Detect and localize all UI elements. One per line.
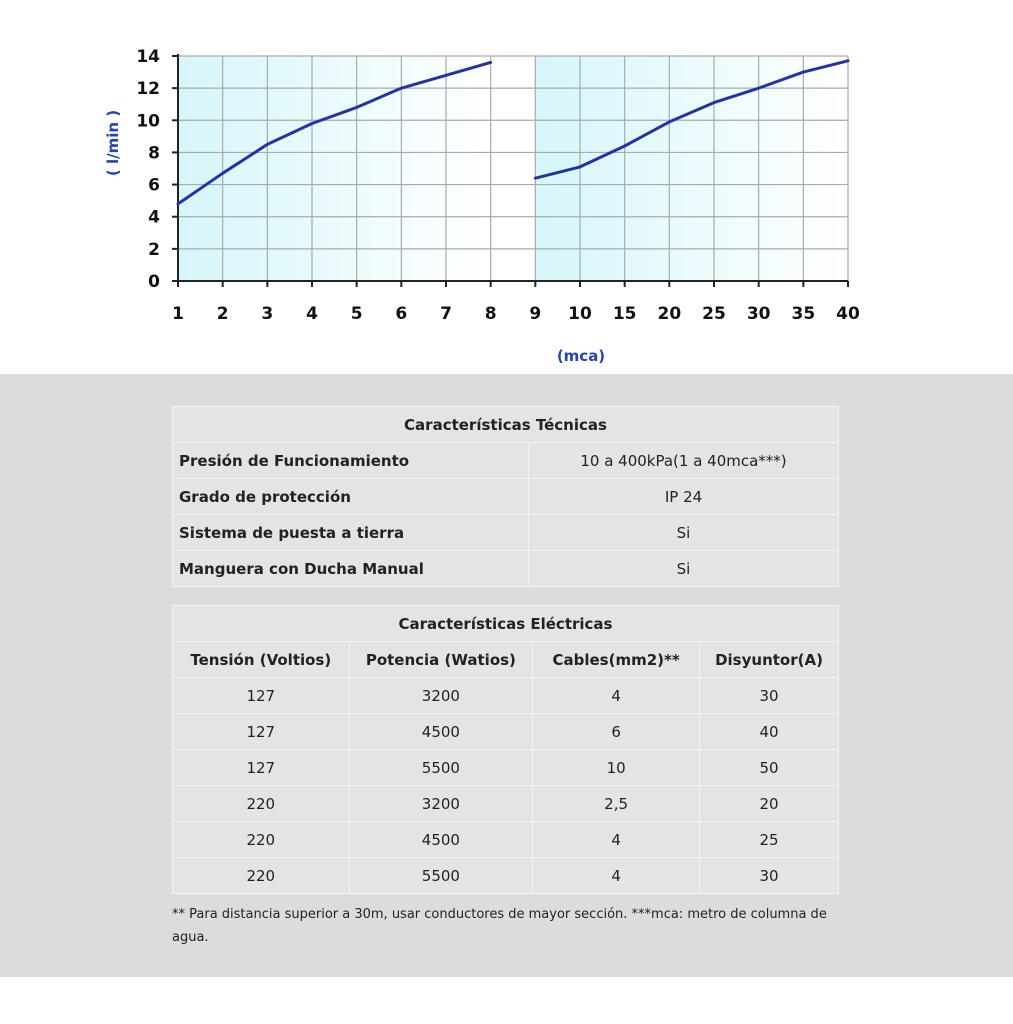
table-cell: 4 xyxy=(533,858,700,894)
plot-background-2 xyxy=(535,56,848,281)
y-tick-label: 14 xyxy=(136,47,160,67)
table-cell: 5500 xyxy=(349,750,533,786)
x-tick-label: 7 xyxy=(440,304,452,324)
table-cell: 127 xyxy=(173,678,350,714)
technical-specs-title: Características Técnicas xyxy=(173,407,839,443)
y-tick-label: 6 xyxy=(148,175,160,196)
y-axis-title: ( l/min ) xyxy=(104,109,122,177)
table-row xyxy=(173,443,839,479)
bottom-margin xyxy=(0,977,1013,1024)
y-tick-label: 2 xyxy=(148,239,160,260)
x-tick-label: 35 xyxy=(791,304,816,324)
table-cell: 20 xyxy=(700,786,839,822)
table-row xyxy=(173,786,839,822)
table-row xyxy=(173,714,839,750)
plot-background-1 xyxy=(178,56,491,281)
table-cell: 10 xyxy=(533,750,700,786)
specs-section xyxy=(0,374,1013,977)
table-cell: 3200 xyxy=(349,786,533,822)
x-tick-label: 10 xyxy=(568,304,592,324)
x-tick-label: 3 xyxy=(261,304,274,324)
table-cell: 30 xyxy=(700,678,839,714)
y-tick-label: 0 xyxy=(148,272,160,292)
table-cell: 220 xyxy=(173,858,350,894)
table-cell: 5500 xyxy=(349,858,533,894)
x-tick-label: 25 xyxy=(702,304,726,324)
spec-value: Si xyxy=(529,551,839,587)
table-cell: 4 xyxy=(533,822,700,858)
electrical-specs-table xyxy=(172,605,839,894)
spec-label: Presión de Funcionamiento xyxy=(173,443,529,479)
table-cell: 40 xyxy=(700,714,839,750)
table-cell: 127 xyxy=(173,750,350,786)
table-row xyxy=(173,551,839,587)
column-header: Cables(mm2)** xyxy=(533,642,700,678)
electrical-specs-title: Características Eléctricas xyxy=(173,606,839,642)
table-cell: 3200 xyxy=(349,678,533,714)
spec-value: 10 a 400kPa(1 a 40mca***) xyxy=(529,443,839,479)
table-cell: 50 xyxy=(700,750,839,786)
table-cell: 220 xyxy=(173,822,350,858)
table-cell: 4 xyxy=(533,678,700,714)
table-cell: 4500 xyxy=(349,714,533,750)
x-tick-label: 9 xyxy=(529,304,542,324)
x-tick-label: 4 xyxy=(306,304,318,324)
column-header: Tensión (Voltios) xyxy=(173,642,350,678)
x-tick-label: 5 xyxy=(350,304,363,324)
table-row xyxy=(173,479,839,515)
x-tick-label: 6 xyxy=(395,304,408,324)
spec-label: Grado de protección xyxy=(173,479,529,515)
table-cell: 25 xyxy=(700,822,839,858)
y-tick-label: 10 xyxy=(136,111,160,132)
y-tick-label: 4 xyxy=(148,207,160,228)
flow-chart-svg xyxy=(0,0,1013,374)
table-row xyxy=(173,822,839,858)
x-tick-label: 20 xyxy=(657,304,682,324)
table-cell: 2,5 xyxy=(533,786,700,822)
table-row xyxy=(173,750,839,786)
x-tick-label: 8 xyxy=(484,304,497,324)
footnote: ** Para distancia superior a 30m, usar conductores de mayor sección. ***mca: metro de columna de agua. xyxy=(172,907,827,945)
y-tick-label: 12 xyxy=(136,79,160,100)
flow-chart xyxy=(0,0,1013,374)
spec-value: Si xyxy=(529,515,839,551)
x-axis-title: (mca) xyxy=(556,347,606,365)
table-cell: 6 xyxy=(533,714,700,750)
table-cell: 220 xyxy=(173,786,350,822)
table-cell: 4500 xyxy=(349,822,533,858)
spec-label: Sistema de puesta a tierra xyxy=(173,515,529,551)
table-row xyxy=(173,858,839,894)
x-tick-label: 1 xyxy=(172,304,184,324)
header-row xyxy=(173,642,839,678)
table-cell: 127 xyxy=(173,714,350,750)
y-tick-label: 8 xyxy=(148,143,160,164)
x-tick-label: 40 xyxy=(836,304,860,324)
table-cell: 30 xyxy=(700,858,839,894)
column-header: Disyuntor(A) xyxy=(700,642,839,678)
table-row xyxy=(173,515,839,551)
spec-label: Manguera con Ducha Manual xyxy=(173,551,529,587)
table-row xyxy=(173,678,839,714)
column-header: Potencia (Watios) xyxy=(349,642,533,678)
x-tick-label: 2 xyxy=(216,304,229,324)
technical-specs-table xyxy=(172,406,839,587)
x-tick-label: 30 xyxy=(746,304,771,324)
spec-value: IP 24 xyxy=(529,479,839,515)
x-tick-label: 15 xyxy=(612,304,637,324)
